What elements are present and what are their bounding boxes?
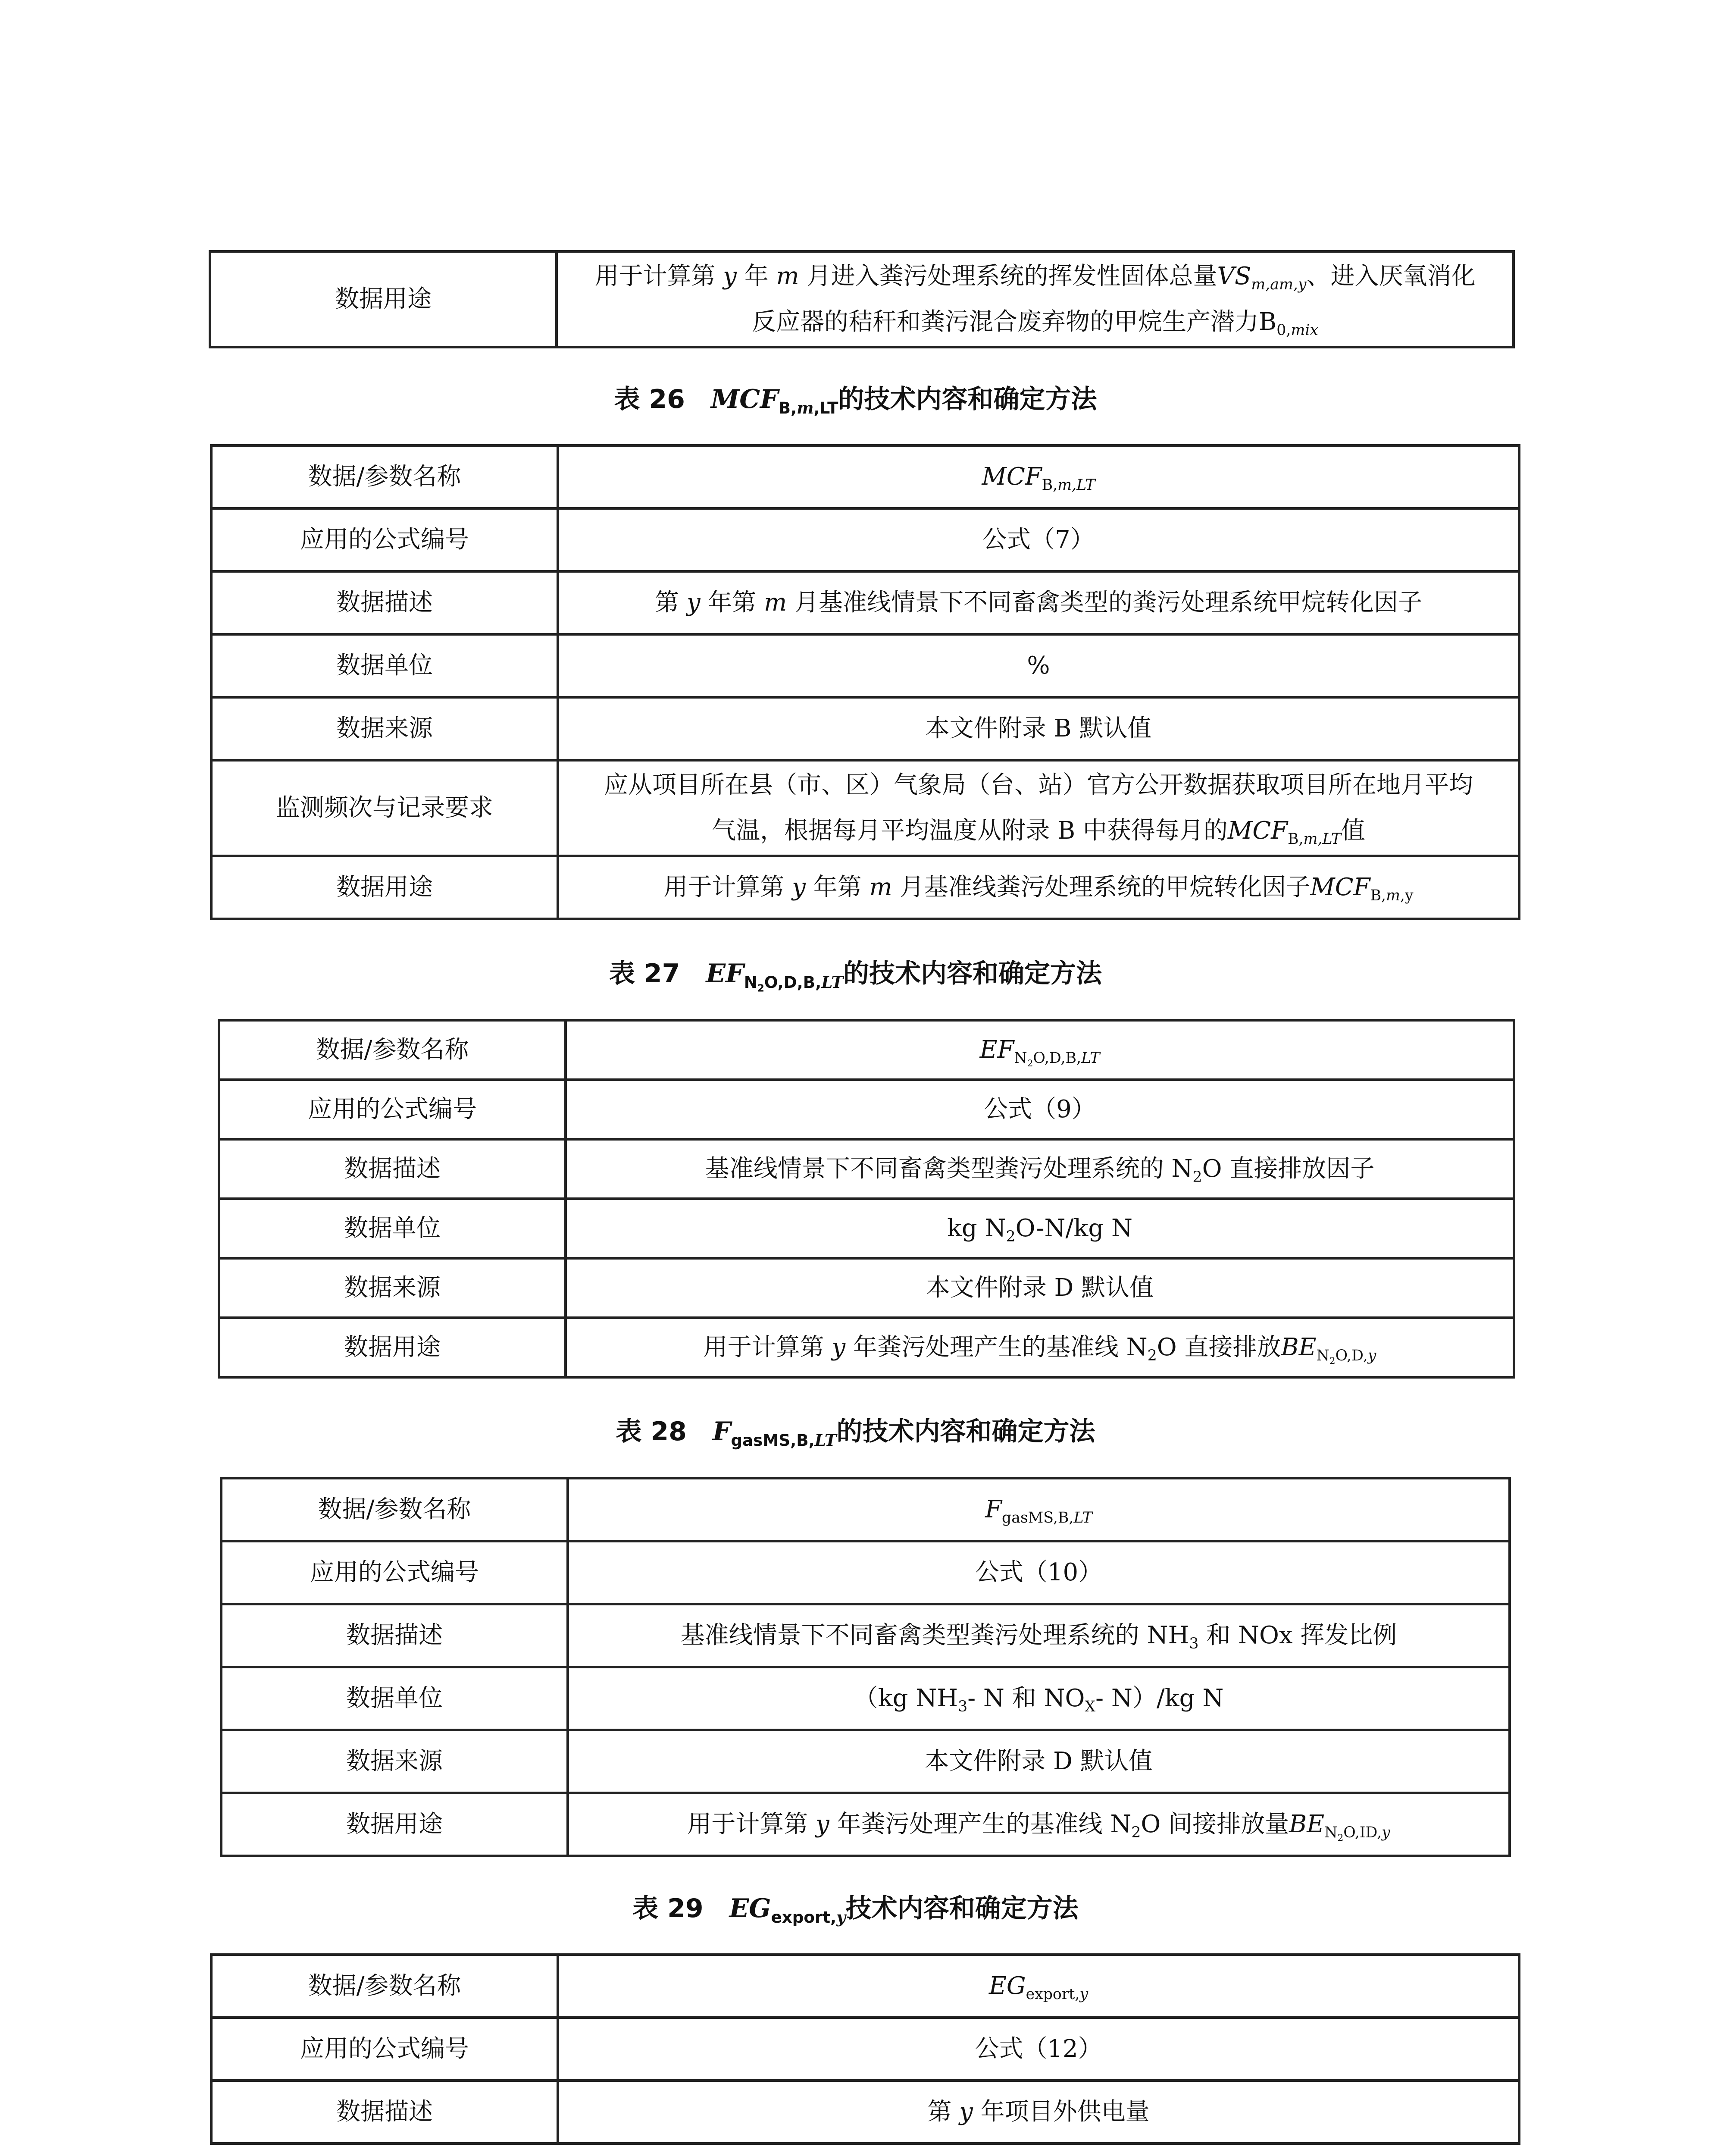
row-value: 应从项目所在县（市、区）气象局（台、站）官方公开数据获取项目所在地月平均 气温，根据每月平均温度从附录 B 中获得每月的$MCF_{B,m,LT}$值 bbox=[558, 760, 1519, 856]
row-label: 数据描述 bbox=[219, 1139, 566, 1199]
table-row bbox=[221, 1541, 1510, 1604]
table-row bbox=[219, 1080, 1514, 1139]
row-label: 数据/参数名称 bbox=[221, 1478, 568, 1541]
table-26 bbox=[210, 444, 1520, 920]
table-27 bbox=[218, 1019, 1515, 1379]
row-value: 本文件附录 B 默认值 bbox=[558, 697, 1519, 760]
row-label: 数据用途 bbox=[221, 1793, 568, 1856]
row-label: 数据/参数名称 bbox=[211, 1955, 558, 2018]
table-row bbox=[211, 1955, 1519, 2018]
row-value: % bbox=[558, 634, 1519, 697]
table-25-tail bbox=[209, 250, 1515, 348]
row-label: 数据单位 bbox=[219, 1199, 566, 1258]
row-label: 数据来源 bbox=[219, 1258, 566, 1318]
table-row bbox=[211, 697, 1519, 760]
table-row bbox=[211, 2081, 1519, 2143]
table-26-caption: 表 26 $MCF_{B,m,LT}$的技术内容和确定方法 bbox=[614, 384, 1097, 417]
row-label: 数据描述 bbox=[211, 571, 558, 634]
row-label: 应用的公式编号 bbox=[219, 1080, 566, 1139]
table-row bbox=[211, 2018, 1519, 2081]
row-value: 公式（12） bbox=[558, 2018, 1519, 2081]
row-label: 数据/参数名称 bbox=[219, 1020, 566, 1080]
table-row bbox=[221, 1730, 1510, 1793]
row-label: 数据来源 bbox=[211, 697, 558, 760]
row-value: （kg $NH_3-$ N 和 $NO_X-$ N）/kg N bbox=[568, 1667, 1510, 1730]
row-value: $EF_{N_2O,D,B,LT}$ bbox=[566, 1020, 1514, 1080]
table-row bbox=[211, 571, 1519, 634]
table-29 bbox=[210, 1953, 1520, 2145]
table-29-caption: 表 29 $EG_{export,y}$技术内容和确定方法 bbox=[632, 1893, 1079, 1927]
row-value: $MCF_{B,m,LT}$ bbox=[558, 445, 1519, 508]
row-label: 数据用途 bbox=[210, 251, 557, 347]
row-value: 用于计算第 y 年 m 月进入粪污处理系统的挥发性固体总量$VS_{m,am,y}$、进入厌氧消化 反应器的秸秆和粪污混合废弃物的甲烷生产潜力$B_{0,mix}$ bbox=[557, 251, 1514, 347]
row-value: 公式（9） bbox=[566, 1080, 1514, 1139]
row-value: 用于计算第 y 年第 m 月基准线粪污处理系统的甲烷转化因子$MCF_{B,m,y}$ bbox=[558, 856, 1519, 919]
row-value: 基准线情景下不同畜禽类型粪污处理系统的 $N_2O$ 直接排放因子 bbox=[566, 1139, 1514, 1199]
table-row bbox=[211, 856, 1519, 919]
row-label: 数据用途 bbox=[211, 856, 558, 919]
table-row bbox=[211, 634, 1519, 697]
table-row bbox=[221, 1667, 1510, 1730]
row-label: 数据描述 bbox=[221, 1604, 568, 1667]
table-row bbox=[219, 1199, 1514, 1258]
row-value: 基准线情景下不同畜禽类型粪污处理系统的 $NH_3$ 和 NOx 挥发比例 bbox=[568, 1604, 1510, 1667]
row-value: $EG_{export,y}$ bbox=[558, 1955, 1519, 2018]
table-row bbox=[221, 1604, 1510, 1667]
row-value: 用于计算第 y 年粪污处理产生的基准线 $N_2O$ 直接排放$BE_{N_2O,D,y}$ bbox=[566, 1318, 1514, 1377]
row-label: 数据来源 bbox=[221, 1730, 568, 1793]
row-label: 应用的公式编号 bbox=[211, 508, 558, 571]
table-row bbox=[219, 1318, 1514, 1377]
row-value: 第 y 年第 m 月基准线情景下不同畜禽类型的粪污处理系统甲烷转化因子 bbox=[558, 571, 1519, 634]
row-label: 数据/参数名称 bbox=[211, 445, 558, 508]
row-label: 监测频次与记录要求 bbox=[211, 760, 558, 856]
table-28-caption: 表 28 $F_{gasMS,B,LT}$的技术内容和确定方法 bbox=[616, 1416, 1095, 1450]
table-row bbox=[219, 1258, 1514, 1318]
table-row bbox=[221, 1478, 1510, 1541]
row-value: 第 y 年项目外供电量 bbox=[558, 2081, 1519, 2143]
row-value: 公式（7） bbox=[558, 508, 1519, 571]
row-label: 数据单位 bbox=[221, 1667, 568, 1730]
row-value: 用于计算第 y 年粪污处理产生的基准线 $N_2O$ 间接排放量$BE_{N_2O,ID,y}$ bbox=[568, 1793, 1510, 1856]
table-27-caption: 表 27 $EF_{N_2O,D,B,LT}$的技术内容和确定方法 bbox=[609, 959, 1102, 994]
row-label: 应用的公式编号 bbox=[211, 2018, 558, 2081]
row-label: 数据用途 bbox=[219, 1318, 566, 1377]
row-label: 数据单位 bbox=[211, 634, 558, 697]
row-value: kg $N_2O-N/kg$ N bbox=[566, 1199, 1514, 1258]
row-value: 公式（10） bbox=[568, 1541, 1510, 1604]
table-row bbox=[219, 1020, 1514, 1080]
table-28 bbox=[220, 1477, 1511, 1857]
table-row bbox=[210, 251, 1514, 347]
table-row bbox=[219, 1139, 1514, 1199]
table-row bbox=[211, 445, 1519, 508]
row-label: 应用的公式编号 bbox=[221, 1541, 568, 1604]
row-value: $F_{gasMS,B,LT}$ bbox=[568, 1478, 1510, 1541]
row-label: 数据描述 bbox=[211, 2081, 558, 2143]
row-value: 本文件附录 D 默认值 bbox=[566, 1258, 1514, 1318]
table-row bbox=[211, 760, 1519, 856]
table-row bbox=[221, 1793, 1510, 1856]
table-row bbox=[211, 508, 1519, 571]
row-value: 本文件附录 D 默认值 bbox=[568, 1730, 1510, 1793]
